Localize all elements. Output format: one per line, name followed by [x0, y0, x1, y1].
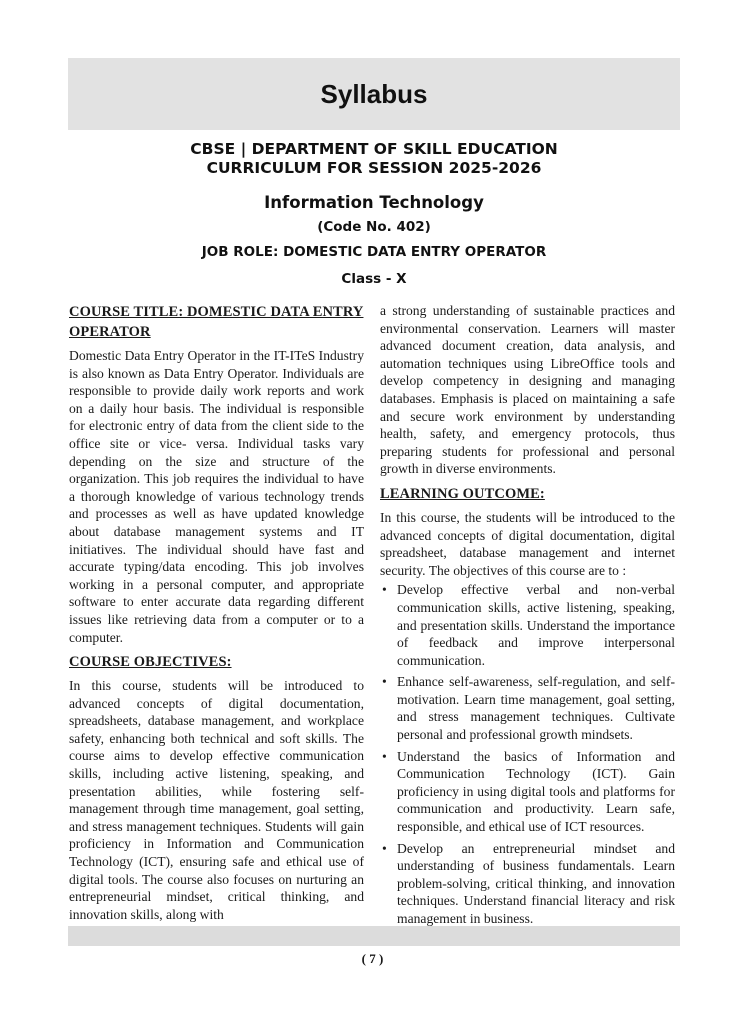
header-line-1: CBSE | DEPARTMENT OF SKILL EDUCATION — [190, 140, 558, 158]
list-item-text: Develop effective verbal and non-verbal communication skills, active listening, speaking, and presentation skills. Understand the importance of feedback and improve interpersonal communication. — [397, 582, 675, 668]
footer-band — [68, 926, 680, 946]
course-objectives-heading: COURSE OBJECTIVES: — [69, 654, 232, 671]
course-objectives-body: In this course, students will be introduced to advanced concepts of digital documentation, spreadsheets, database management, and workplace safety, enhancing both technical and soft skills. The course aims to develop effective communication skills, including active listening, speaking, and presentation abilities, while fostering self-management through time management, goal setting, and stress management techniques. Students will gain proficiency in Information and Communication Technology (ICT), ensuring safe and ethical use of digital tools. The course also focuses on nurturing an entrepreneurial mindset, critical thinking, and innovation skills, along with — [69, 678, 364, 922]
right-column — [380, 302, 675, 932]
learning-outcome-list — [380, 581, 675, 927]
title-band — [68, 58, 680, 130]
course-title-body: Domestic Data Entry Operator in the IT-ITeS Industry is also known as Data Entry Operator. Individuals are responsible to provide daily work reports and work on a daily hour basis. The individual is responsible for electronic entry of data from the client side to the office site or vice- versa. Individual tasks vary depending on the size and structure of the organization. This job requires the individual to have a thorough knowledge of various technology trends and processes as well as have updated knowledge about database management systems and IT initiatives. The individual should have fast and accurate typing/data encoding. This job involves working in a personal computer, and appropriate software to enter accurate data regarding different issues like retrieving data from a computer or to a computer. — [69, 348, 364, 645]
document-header — [68, 140, 680, 289]
list-item — [380, 581, 675, 669]
bullet-icon: • — [382, 582, 387, 598]
learning-outcome-intro: In this course, the students will be introduced to the advanced concepts of digital documentation, digital spreadsheet, database management and internet security. The objectives of this course are to : — [380, 509, 675, 578]
course-objectives-continued: a strong understanding of sustainable practices and environmental conservation. Learners will master advanced document creation, data analysis, and automation techniques using LibreOffice tools and develop competency in designing and managing databases. Emphasis is placed on maintaining a safe and secure work environment by understanding health, safety, and emergency protocols, thus preparing students for professional and personal growth in diverse environments. — [380, 303, 675, 477]
list-item — [380, 673, 675, 743]
course-title-heading: COURSE TITLE: DOMESTIC DATA ENTRY OPERATOR — [69, 304, 364, 340]
job-role: JOB ROLE: DOMESTIC DATA ENTRY OPERATOR — [201, 244, 547, 260]
header-line-2: CURRICULUM FOR SESSION 2025-2026 — [206, 159, 542, 177]
list-item-text: Understand the basics of Information and Communication Technology (ICT). Gain proficiency in using digital tools and platforms for communication and productivity. Learn safe, responsible, and ethical use of ICT resources. — [397, 748, 675, 835]
bullet-icon: • — [382, 674, 387, 690]
list-item-text: Develop an entrepreneurial mindset and understanding of business fundamentals. Learn problem-solving, critical thinking, and innovation techniques. Understand financial literacy and risk management in business. — [397, 840, 675, 926]
class-label: Class - X — [341, 271, 407, 287]
list-item — [380, 840, 675, 928]
list-item-text: Enhance self-awareness, self-regulation, and self-motivation. Learn time management, goal setting, and stress management techniques. Cultivate personal and professional growth mindsets. — [397, 674, 675, 743]
subject-code: (Code No. 402) — [317, 219, 431, 235]
page-number: ( 7 ) — [361, 951, 384, 966]
page-title: Syllabus — [320, 78, 428, 109]
bullet-icon: • — [382, 840, 387, 856]
bullet-icon: • — [382, 748, 387, 764]
subject-title: Information Technology — [264, 193, 484, 212]
list-item — [380, 748, 675, 836]
left-column — [69, 302, 364, 923]
learning-outcome-heading: LEARNING OUTCOME: — [380, 485, 545, 502]
